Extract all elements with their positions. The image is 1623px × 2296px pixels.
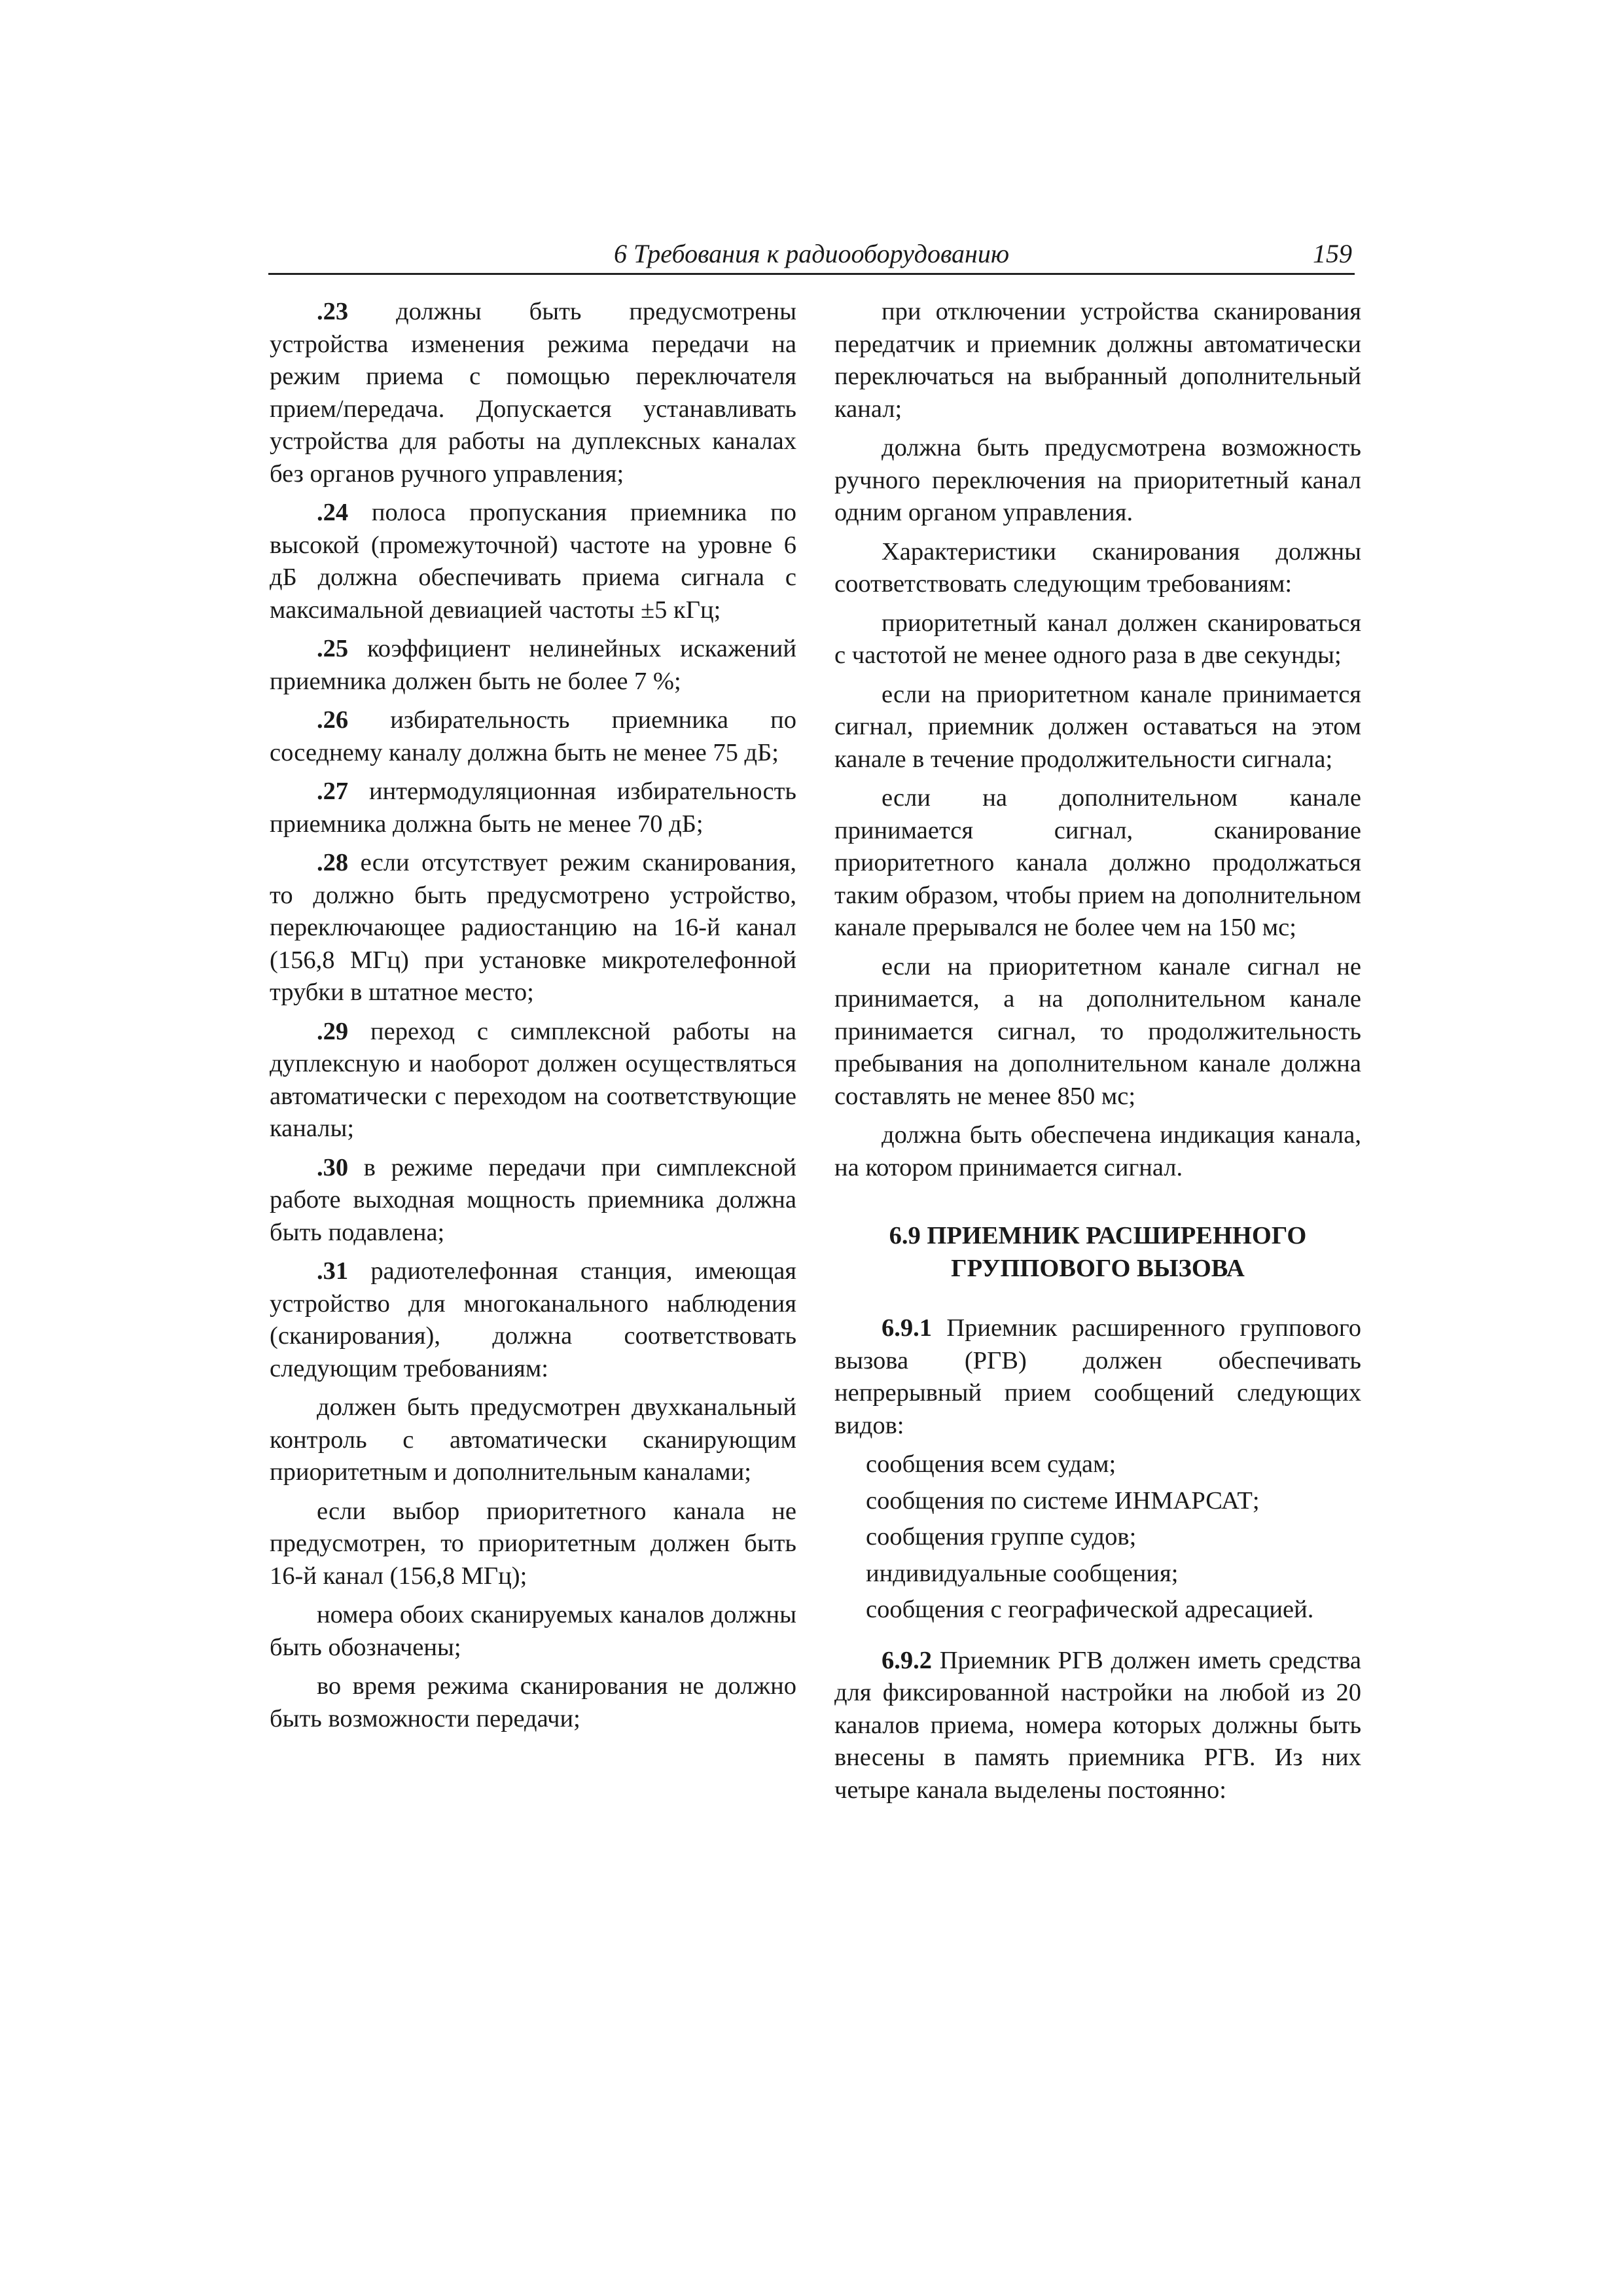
item-number: .24 [317,499,349,526]
scan-requirement [270,1496,796,1593]
item-number: .27 [317,778,349,805]
item-number: .28 [317,849,349,876]
section-heading-line: ГРУППОВОГО ВЫЗОВА [951,1255,1245,1282]
paragraph-25 [270,633,796,698]
list-item: сообщения всем судам; [866,1450,1116,1478]
paragraph: должна быть обеспечена индикация канала, на котором принимается сигнал. [834,1121,1361,1181]
paragraph-text: должны быть предусмотрены устройства изменения режима передачи на режим приема с помощью переключателя прием/передача. Допускается устанавливать устройства для работы на дуплексных каналах без органов ручного управления; [270,298,796,488]
item-number: .29 [317,1017,349,1045]
paragraph-text: во время режима сканирования не должно быть возможности передачи; [270,1672,796,1732]
paragraph: должна быть предусмотрена возможность ручного переключения на приоритетный канал одним органом управления. [834,434,1361,526]
list-item: сообщения с географической адресацией. [866,1596,1314,1623]
paragraph: если на приоритетном канале принимается сигнал, приемник должен оставаться на этом канале в течение продолжительности сигнала; [834,680,1361,773]
paragraph-text: номера обоих сканируемых каналов должны быть обозначены; [270,1601,796,1661]
paragraph-26 [270,704,796,769]
paragraph-23 [270,296,796,490]
scan-requirement [270,1391,796,1489]
list-item: сообщения по системе ИНМАРСАТ; [866,1486,1260,1515]
page-number: 159 [1313,239,1352,268]
item-number: .23 [317,298,349,325]
item-number: 6.9.2 [882,1646,932,1674]
header-title: 6 Требования к радиооборудованию [614,239,1010,268]
scan-requirement [270,1670,796,1735]
paragraph-text: должен быть предусмотрен двухканальный контроль с автоматически сканирующим приоритетным и дополнительным каналами; [270,1393,796,1486]
item-number: .25 [317,635,349,662]
paragraph-text: в режиме передачи при симплексной работе выходная мощность приемника должна быть подавлена; [270,1153,796,1246]
item-number: .30 [317,1153,349,1181]
paragraph-text: Приемник РГВ должен иметь средства для фиксированной настройки на любой из 20 каналов приема, номера которых должны быть внесены в память приемника РГВ. Из них четыре канала выделены постоянно: [834,1646,1361,1804]
paragraph-text: избирательность приемника по соседнему каналу должна быть не менее 75 дБ; [270,706,796,766]
paragraph-text: Приемник расширенного группового вызова (РГВ) должен обеспечивать непрерывный прием сообщений следующих видов: [834,1314,1361,1439]
paragraph-text: радиотелефонная станция, имеющая устройство для многоканального наблюдения (сканирования), должна соответствовать следующим требованиям: [270,1257,796,1382]
right-column [834,296,1361,1813]
item-number: 6.9.1 [882,1314,932,1342]
paragraph-text: если отсутствует режим сканирования, то должно быть предусмотрено устройство, переключающее радиостанцию на 16-й канал (156,8 МГц) при установке микротелефонной трубки в штатное место; [270,849,796,1006]
running-header [268,239,1355,275]
paragraph: приоритетный канал должен сканироваться с частотой не менее одного раза в две секунды; [834,609,1361,669]
paragraph: если на дополнительном канале принимается сигнал, сканирование приоритетного канала должно продолжаться таким образом, чтобы прием на дополнительном канале прерывался не более чем на 150 мс; [834,784,1361,941]
paragraph-29 [270,1016,796,1145]
paragraph-28 [270,847,796,1009]
paragraph-24 [270,497,796,626]
list-item: индивидуальные сообщения; [866,1559,1179,1587]
paragraph-6-9-2 [834,1645,1361,1807]
paragraph: если на приоритетном канале сигнал не принимается, а на дополнительном канале принимается сигнал, то продолжительность пребывания на дополнительном канале должна составлять не менее 850 мс; [834,952,1361,1110]
item-number: .26 [317,706,349,734]
paragraph-text: если выбор приоритетного канала не предусмотрен, то приоритетным должен быть 16-й канал (156,8 МГц); [270,1497,796,1590]
left-column [270,296,796,1742]
scan-requirement [270,1599,796,1664]
paragraph-30 [270,1152,796,1249]
paragraph-text: интермодуляционная избирательность приемника должна быть не менее 70 дБ; [270,778,796,838]
section-heading [834,1219,1361,1285]
list-item: сообщения группе судов; [866,1523,1137,1551]
paragraph: Характеристики сканирования должны соответствовать следующим требованиям: [834,537,1361,598]
paragraph-31 [270,1255,796,1385]
item-number: .31 [317,1257,349,1285]
paragraph-text: полоса пропускания приемника по высокой (промежуточной) частоте на уровне 6 дБ должна обеспечивать приема сигнала с максимальной девиацией частоты ±5 кГц; [270,499,796,624]
section-heading-line: 6.9 ПРИЕМНИК РАСШИРЕННОГО [889,1222,1307,1249]
paragraph-text: переход с симплексной работы на дуплексную и наоборот должен осуществляться автоматически с переходом на соответствующие каналы; [270,1017,796,1142]
paragraph-text: коэффициент нелинейных искажений приемника должен быть не более 7 %; [270,635,796,695]
paragraph: при отключении устройства сканирования передатчик и приемник должны автоматически переключаться на выбранный дополнительный канал; [834,298,1361,423]
paragraph-6-9-1 [834,1312,1361,1442]
paragraph-27 [270,776,796,840]
